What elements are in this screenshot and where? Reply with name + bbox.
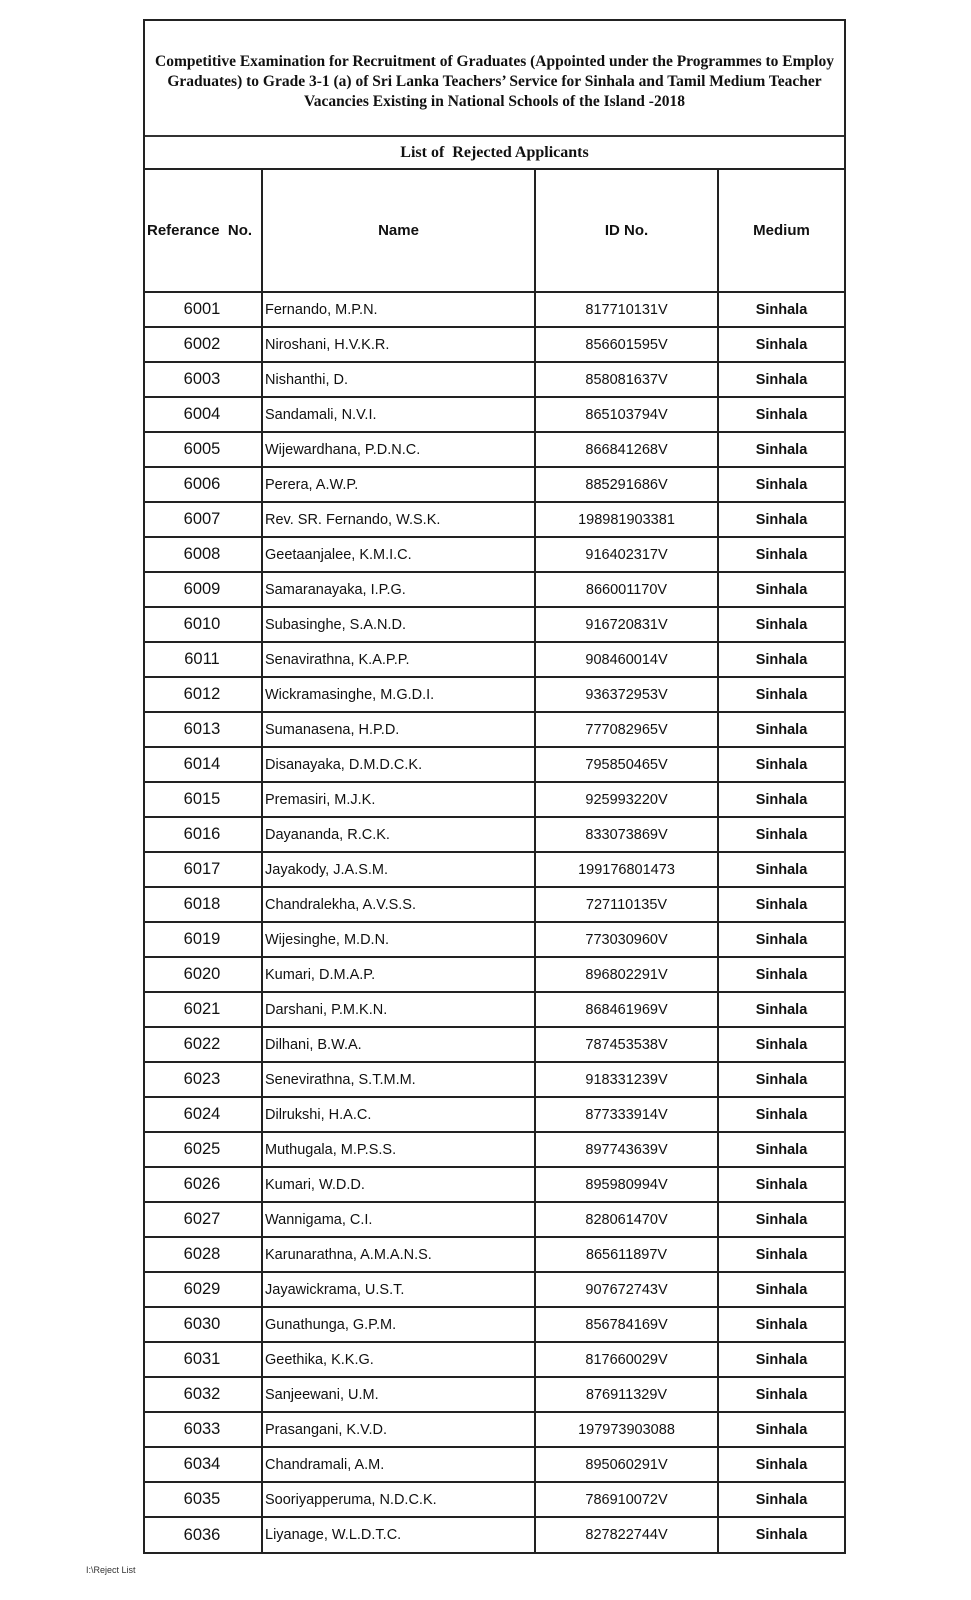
name-cell: Nishanthi, D. [262, 362, 535, 397]
medium-cell: Sinhala [755, 1527, 808, 1543]
table-row [145, 1342, 844, 1377]
name-cell: Geethika, K.K.G. [262, 1342, 535, 1377]
medium-cell: Sinhala [718, 362, 844, 397]
name-cell: Dilrukshi, H.A.C. [262, 1097, 535, 1132]
id-no-cell: 908460014V [535, 642, 718, 677]
name-cell: Wannigama, C.I. [262, 1202, 535, 1237]
column-header-medium: Medium [718, 170, 844, 292]
medium-cell: Sinhala [718, 852, 844, 887]
table-row [145, 1307, 844, 1342]
reference-no-cell: 6017 [145, 852, 262, 887]
table-row [145, 1272, 844, 1307]
name-cell: Geetaanjalee, K.M.I.C. [262, 537, 535, 572]
table-row [145, 782, 844, 817]
medium-cell: Sinhala [718, 1167, 844, 1202]
reference-no-cell: 6036 [145, 1517, 262, 1552]
medium-cell: Sinhala [718, 502, 844, 537]
reference-no-cell: 6018 [145, 887, 262, 922]
id-no-cell: 827822744V [535, 1517, 718, 1552]
file-path-footer: I:\Reject List [86, 1565, 136, 1575]
reference-no-cell: 6021 [145, 992, 262, 1027]
name-cell: Gunathunga, G.P.M. [262, 1307, 535, 1342]
name-cell: Dilhani, B.W.A. [262, 1027, 535, 1062]
name-cell: Sumanasena, H.P.D. [262, 712, 535, 747]
medium-cell: Sinhala [718, 1132, 844, 1167]
medium-cell: Sinhala [718, 467, 844, 502]
table-row [145, 1377, 844, 1412]
reference-no-cell: 6008 [145, 537, 262, 572]
table-body [145, 292, 844, 1552]
reference-no-cell: 6012 [145, 677, 262, 712]
reference-no-cell: 6033 [145, 1412, 262, 1447]
reference-no-cell: 6010 [145, 607, 262, 642]
id-no-cell: 777082965V [535, 712, 718, 747]
reference-no-cell: 6001 [145, 292, 262, 327]
id-no-cell: 795850465V [535, 747, 718, 782]
id-no-cell: 877333914V [535, 1097, 718, 1132]
applicants-table [145, 170, 844, 1552]
table-row [145, 852, 844, 887]
id-no-cell: 925993220V [535, 782, 718, 817]
name-cell: Subasinghe, S.A.N.D. [262, 607, 535, 642]
table-row [145, 327, 844, 362]
reference-no-cell: 6019 [145, 922, 262, 957]
reference-no-cell: 6003 [145, 362, 262, 397]
medium-cell: Sinhala [718, 1412, 844, 1447]
id-no-cell: 856601595V [535, 327, 718, 362]
table-row [145, 817, 844, 852]
medium-cell: Sinhala [718, 642, 844, 677]
table-row [145, 677, 844, 712]
name-cell: Muthugala, M.P.S.S. [262, 1132, 535, 1167]
table-row [145, 1202, 844, 1237]
medium-cell: Sinhala [718, 1307, 844, 1342]
reference-no-cell: 6015 [145, 782, 262, 817]
medium-cell: Sinhala [718, 292, 844, 327]
medium-cell: Sinhala [718, 1027, 844, 1062]
medium-cell: Sinhala [718, 677, 844, 712]
reference-no-cell: 6032 [145, 1377, 262, 1412]
reference-no-cell: 6007 [145, 502, 262, 537]
reference-no-cell: 6030 [145, 1307, 262, 1342]
table-row [145, 362, 844, 397]
reference-no-cell: 6014 [145, 747, 262, 782]
reference-no-cell: 6024 [145, 1097, 262, 1132]
reference-no-cell: 6028 [145, 1237, 262, 1272]
id-no-cell: 866001170V [535, 572, 718, 607]
medium-cell: Sinhala [718, 1202, 844, 1237]
reference-no-cell: 6023 [145, 1062, 262, 1097]
table-row [145, 747, 844, 782]
name-cell: Wickramasinghe, M.G.D.I. [262, 677, 535, 712]
id-no-cell: 787453538V [535, 1027, 718, 1062]
medium-cell: Sinhala [718, 712, 844, 747]
medium-cell: Sinhala [718, 1482, 844, 1517]
medium-cell: Sinhala [718, 572, 844, 607]
table-row [145, 1517, 844, 1552]
table-row [145, 467, 844, 502]
name-cell: Perera, A.W.P. [262, 467, 535, 502]
table-row [145, 502, 844, 537]
name-cell: Kumari, W.D.D. [262, 1167, 535, 1202]
document-subtitle: List of Rejected Applicants [400, 143, 589, 161]
id-no-cell: 865103794V [535, 397, 718, 432]
id-no-cell: 866841268V [535, 432, 718, 467]
reference-no-cell: 6013 [145, 712, 262, 747]
medium-cell: Sinhala [718, 1062, 844, 1097]
id-no-cell: 856784169V [535, 1307, 718, 1342]
id-no-cell: 916720831V [535, 607, 718, 642]
id-no-cell: 897743639V [535, 1132, 718, 1167]
id-no-cell: 916402317V [535, 537, 718, 572]
name-cell: Fernando, M.P.N. [262, 292, 535, 327]
medium-cell: Sinhala [718, 1237, 844, 1272]
table-row [145, 607, 844, 642]
table-row [145, 1237, 844, 1272]
medium-cell: Sinhala [718, 747, 844, 782]
id-no-cell: 727110135V [535, 887, 718, 922]
table-row [145, 922, 844, 957]
id-no-cell: 817660029V [535, 1342, 718, 1377]
name-cell: Sooriyapperuma, N.D.C.K. [262, 1482, 535, 1517]
medium-cell: Sinhala [718, 992, 844, 1027]
medium-cell: Sinhala [718, 397, 844, 432]
column-header-name: Name [262, 170, 535, 292]
reference-no-cell: 6031 [145, 1342, 262, 1377]
reference-no-cell: 6011 [145, 642, 262, 677]
column-header-reference-no: Referance No. [145, 170, 262, 292]
name-cell: Sanjeewani, U.M. [262, 1377, 535, 1412]
table-row [145, 397, 844, 432]
name-cell: Karunarathna, A.M.A.N.S. [262, 1237, 535, 1272]
medium-cell: Sinhala [718, 1377, 844, 1412]
rejected-applicants-sheet [143, 19, 846, 1554]
table-row [145, 1097, 844, 1132]
table-row [145, 1062, 844, 1097]
name-cell: Niroshani, H.V.K.R. [262, 327, 535, 362]
table-row [145, 1447, 844, 1482]
id-no-cell: 833073869V [535, 817, 718, 852]
name-cell: Kumari, D.M.A.P. [262, 957, 535, 992]
reference-no-cell: 6026 [145, 1167, 262, 1202]
medium-cell: Sinhala [718, 1097, 844, 1132]
reference-no-cell: 6035 [145, 1482, 262, 1517]
id-no-cell: 918331239V [535, 1062, 718, 1097]
name-cell: Sandamali, N.V.I. [262, 397, 535, 432]
reference-no-cell: 6020 [145, 957, 262, 992]
name-cell: Jayakody, J.A.S.M. [262, 852, 535, 887]
name-cell: Senavirathna, K.A.P.P. [262, 642, 535, 677]
table-row [145, 537, 844, 572]
reference-no-cell: 6016 [145, 817, 262, 852]
id-no-cell: 907672743V [535, 1272, 718, 1307]
id-no-cell: 786910072V [535, 1482, 718, 1517]
name-cell: Chandralekha, A.V.S.S. [262, 887, 535, 922]
name-cell: Rev. SR. Fernando, W.S.K. [262, 502, 535, 537]
table-row [145, 1027, 844, 1062]
document-subtitle-block [145, 137, 844, 170]
name-cell: Dayananda, R.C.K. [262, 817, 535, 852]
name-cell: Chandramali, A.M. [262, 1447, 535, 1482]
table-row [145, 292, 844, 327]
column-header-id-no: ID No. [535, 170, 718, 292]
medium-cell: Sinhala [718, 607, 844, 642]
table-row [145, 572, 844, 607]
id-no-cell: 896802291V [535, 957, 718, 992]
reference-no-cell: 6006 [145, 467, 262, 502]
medium-cell: Sinhala [718, 782, 844, 817]
reference-no-cell: 6034 [145, 1447, 262, 1482]
medium-cell: Sinhala [718, 887, 844, 922]
medium-cell: Sinhala [718, 957, 844, 992]
document-title-block [145, 21, 844, 137]
id-no-cell: 885291686V [535, 467, 718, 502]
id-no-cell: 817710131V [535, 292, 718, 327]
reference-no-cell: 6004 [145, 397, 262, 432]
id-no-cell: 828061470V [535, 1202, 718, 1237]
name-cell: Jayawickrama, U.S.T. [262, 1272, 535, 1307]
name-cell: Darshani, P.M.K.N. [262, 992, 535, 1027]
reference-no-cell: 6009 [145, 572, 262, 607]
name-cell: Prasangani, K.V.D. [262, 1412, 535, 1447]
medium-cell: Sinhala [718, 1447, 844, 1482]
document-title: Competitive Examination for Recruitment of Graduates (Appointed under the Programmes to Employ Graduates) to Grade 3-1 (a) of Sri Lanka Teachers’ Service for Sinhala and Tamil Medium Teacher Vacancies Existing in National Schools of the Island -2018 [155, 53, 834, 110]
id-no-cell: 876911329V [535, 1377, 718, 1412]
id-no-cell: 199176801473 [535, 852, 718, 887]
table-header-row [145, 170, 844, 292]
table-row [145, 712, 844, 747]
table-row [145, 432, 844, 467]
medium-cell: Sinhala [718, 817, 844, 852]
table-row [145, 642, 844, 677]
table-row [145, 992, 844, 1027]
id-no-cell: 895980994V [535, 1167, 718, 1202]
reference-no-cell: 6025 [145, 1132, 262, 1167]
id-no-cell: 198981903381 [535, 502, 718, 537]
id-no-cell: 895060291V [535, 1447, 718, 1482]
medium-cell: Sinhala [718, 1342, 844, 1377]
id-no-cell: 868461969V [535, 992, 718, 1027]
medium-cell: Sinhala [718, 1272, 844, 1307]
id-no-cell: 865611897V [535, 1237, 718, 1272]
reference-no-cell: 6027 [145, 1202, 262, 1237]
id-no-cell: 773030960V [535, 922, 718, 957]
table-row [145, 1132, 844, 1167]
table-row [145, 1167, 844, 1202]
medium-cell: Sinhala [718, 537, 844, 572]
reference-no-cell: 6029 [145, 1272, 262, 1307]
name-cell: Senevirathna, S.T.M.M. [262, 1062, 535, 1097]
medium-cell: Sinhala [718, 432, 844, 467]
id-no-cell: 858081637V [535, 362, 718, 397]
medium-cell: Sinhala [718, 327, 844, 362]
reference-no-cell: 6022 [145, 1027, 262, 1062]
table-row [145, 1412, 844, 1447]
name-cell: Samaranayaka, I.P.G. [262, 572, 535, 607]
name-cell: Wijewardhana, P.D.N.C. [262, 432, 535, 467]
id-no-cell: 936372953V [535, 677, 718, 712]
table-row [145, 1482, 844, 1517]
reference-no-cell: 6002 [145, 327, 262, 362]
id-no-cell: 197973903088 [535, 1412, 718, 1447]
name-cell: Wijesinghe, M.D.N. [262, 922, 535, 957]
table-row [145, 887, 844, 922]
name-cell: Liyanage, W.L.D.T.C. [262, 1517, 535, 1552]
reference-no-cell: 6005 [145, 432, 262, 467]
name-cell: Disanayaka, D.M.D.C.K. [262, 747, 535, 782]
table-row [145, 957, 844, 992]
medium-cell: Sinhala [718, 922, 844, 957]
name-cell: Premasiri, M.J.K. [262, 782, 535, 817]
